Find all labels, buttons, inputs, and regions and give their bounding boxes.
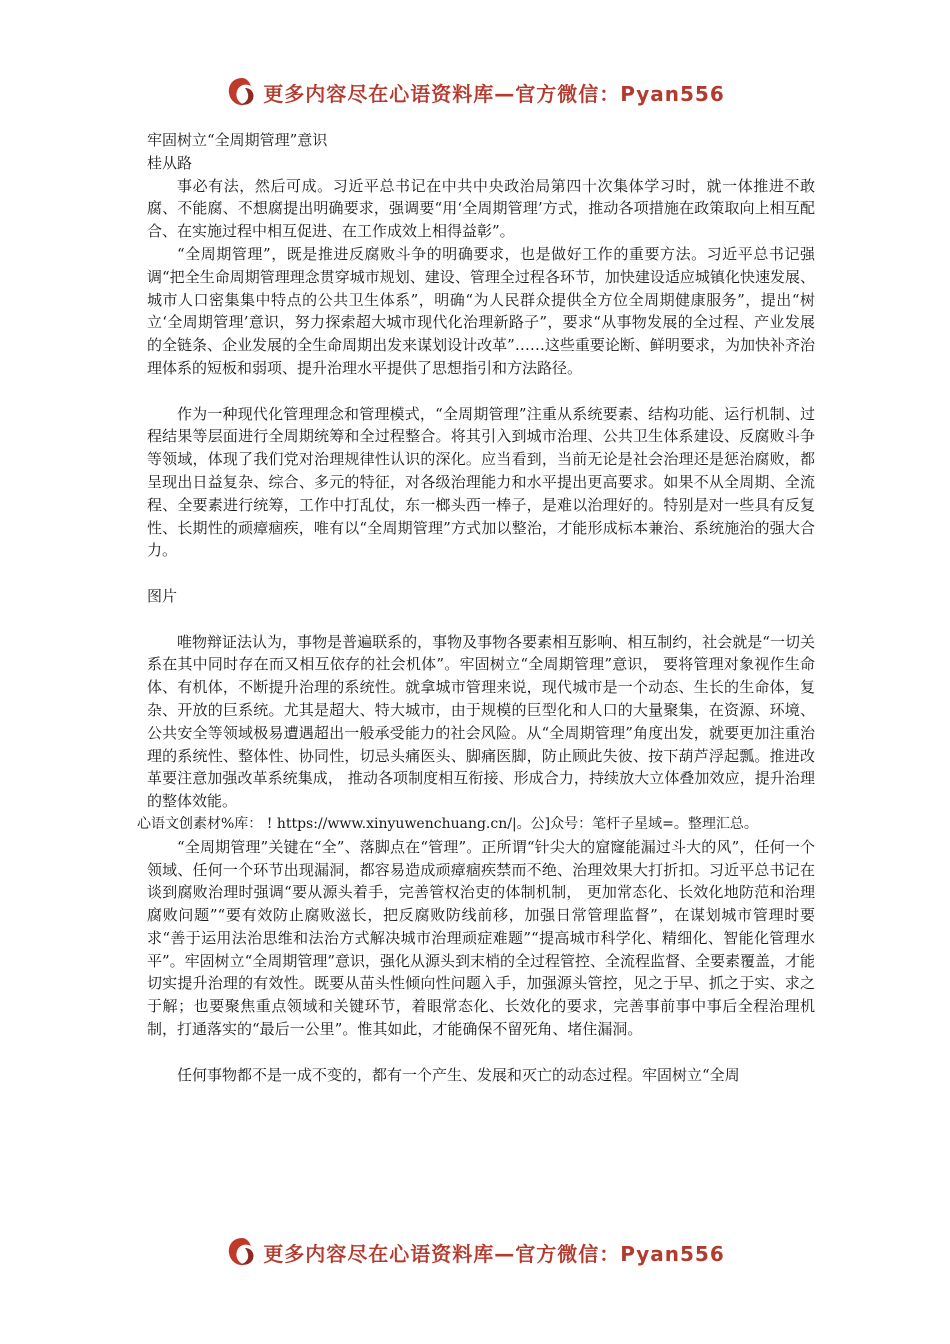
article-title: 牢固树立“全周期管理”意识 — [147, 131, 328, 149]
paragraph: 事必有法，然后可成。习近平总书记在中共中央政治局第四十次集体学习时，就一体推进不敢腐、不能腐、不想腐提出明确要求，强调要“用‘全周期管理’方式，推动各项措施在政策取向上相互配合、在实施过程中相互促进、在工作成效上相得益彰”。 — [147, 176, 815, 241]
paragraph-gap — [147, 562, 815, 585]
banner-text: 更多内容尽在心语资料库—官方微信：Pyan556 — [263, 1241, 725, 1266]
bottom-banner — [0, 1232, 950, 1272]
document-body — [137, 129, 816, 1086]
paragraph: “全周期管理”，既是推进反腐败斗争的明确要求，也是做好工作的重要方法。习近平总书记强调“把全生命周期管理理念贯穿城市规划、建设、管理全过程各环节，加快建设适应城镇化快速发展、城市人口密集集中特点的公共卫生体系”，明确“为人民群众提供全方位全周期健康服务”，提出“树立‘全周期管理’意识，努力探索超大城市现代化治理新路子”，要求“从事物发展的全过程、产业发展的全链条、企业发展的全生命周期出发来谋划设计改革”……这些重要论断、鲜明要求，为加快补齐治理体系的短板和弱项、提升治理水平提供了思想指引和方法路径。 — [147, 244, 815, 377]
article-author: 桂从路 — [147, 153, 193, 172]
paragraph: “全周期管理”关键在“全”、落脚点在“管理”。正所谓“针尖大的窟窿能漏过斗大的风”，任何一个领域、任何一个环节出现漏洞，都容易造成顽瘴痼疾禁而不绝、治理效果大打折扣。习近平总书记在谈到腐败治理时强调“要从源头着手，完善管权治吏的体制机制， 更加常态化、长效化地防范和治理腐败问题”“要有效防止腐败滋长，把反腐败防线前移，加强日常管理监督”，在谋划城市管理时要求“善于运用法治思维和法治方式解决城市治理顽症难题”“提高城市科学化、精细化、智能化管理水平”。牢固树立“全周期管理”意识，强化从源头到末梢的全过程管控、全流程监督、全要素覆盖，才能切实提升治理的有效性。既要从苗头性倾向性问题入手，加强源头管控，见之于早、抓之于实、求之于解；也要聚焦重点领域和关键环节，着眼常态化、长效化的要求，完善事前事中事后全程治理机制，打通落实的“最后一公里”。惟其如此，才能确保不留死角、堵住漏洞。 — [147, 837, 816, 1039]
paragraph: 唯物辩证法认为，事物是普遍联系的，事物及事物各要素相互影响、相互制约，社会就是“一切关系在其中同时存在而又相互依存的社会机体”。牢固树立“全周期管理”意识， 要将管理对象视作生命体、有机体，不断提升治理的系统性。就拿城市管理来说，现代城市是一个动态、生长的生命体，复杂、开放的巨系统。尤其是超大、特大城市，由于规模的巨型化和人口的大量聚集，在资源、环境、公共安全等领域极易遭遇超出一般承受能力的社会风险。从“全周期管理”角度出发，就要更加注重治理的系统性、整体性、协同性，切忌头痛医头、脚痛医脚，防止顾此失彼、按下葫芦浮起瓢。推进改革要注意加强改革系统集成， 推动各项制度相互衔接、形成合力，持续放大立体叠加效应，提升治理的整体效能。 — [147, 632, 815, 811]
source-watermark-line: 心语文创素材%库： ! https://www.xinyuwenchuang.cn/|。公]众号：笔杆子星域=。整理汇总。 — [137, 815, 758, 832]
curled-leaf-logo-icon — [225, 75, 259, 109]
top-banner — [0, 72, 950, 112]
paragraph: 任何事物都不是一成不变的，都有一个产生、发展和灭亡的动态过程。牢固树立“全周 — [177, 1065, 740, 1084]
paragraph-gap — [147, 1041, 815, 1064]
paragraph-gap — [147, 380, 815, 403]
paragraph-gap — [147, 608, 815, 631]
curled-leaf-logo-icon — [225, 1235, 259, 1269]
paragraph: 作为一种现代化管理理念和管理模式，“全周期管理”注重从系统要素、结构功能、运行机制、过程结果等层面进行全周期统筹和全过程整合。将其引入到城市治理、公共卫生体系建设、反腐败斗争等领域，体现了我们党对治理规律性认识的深化。应当看到，当前无论是社会治理还是惩治腐败，都呈现出日益复杂、综合、多元的特征，对各级治理能力和水平提出更高要求。如果不从全周期、全流程、全要素进行统筹，工作中打乱仗，东一榔头西一棒子，是难以治理好的。特别是对一些具有反复性、长期性的顽瘴痼疾，唯有以“全周期管理”方式加以整治，才能形成标本兼治、系统施治的强大合力。 — [147, 404, 815, 560]
image-placeholder-label: 图片 — [147, 586, 178, 605]
banner-text: 更多内容尽在心语资料库—官方微信：Pyan556 — [263, 81, 725, 106]
